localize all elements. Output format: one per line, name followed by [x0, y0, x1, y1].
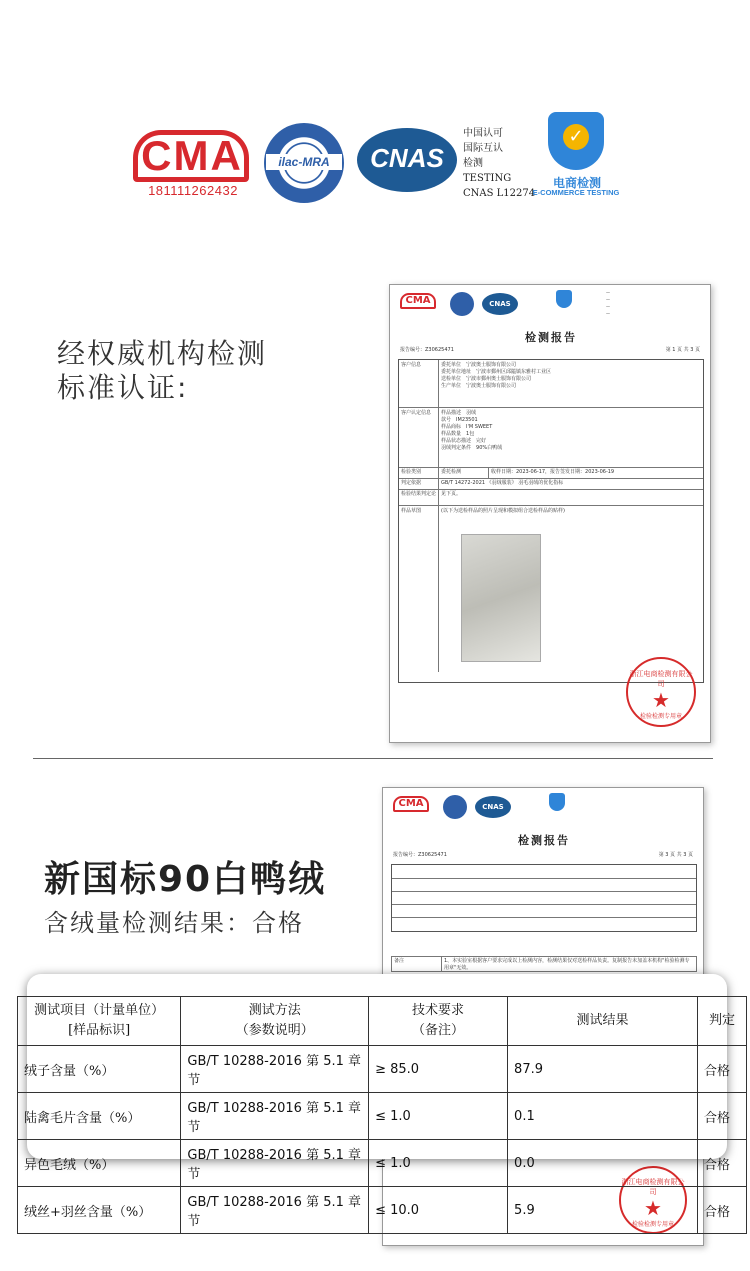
mini-ilac-logo [450, 292, 474, 316]
report-title: 检测报告 [518, 834, 570, 847]
ecommerce-testing-en: E-COMMERCE TESTING [532, 188, 620, 197]
star-icon: ★ [652, 688, 670, 712]
table-row: 异色毛绒（%） GB/T 10288-2016 第 5.1 章节 ≤ 1.0 0.0 合格 [18, 1140, 747, 1187]
report-page-indicator: 第 1 页 共 3 页 [665, 347, 700, 353]
report-number: 报告编号：Z30625471 [393, 852, 447, 858]
cnas-label: CNAS [370, 143, 444, 173]
report-page-indicator: 第 3 页 共 3 页 [658, 852, 693, 858]
report-number: 报告编号：Z30625471 [400, 347, 454, 353]
mini-contact: — — — — [606, 290, 610, 316]
report-page-1 [389, 284, 711, 743]
header-verdict: 判定 [697, 997, 746, 1046]
red-seal-stamp: 浙江电商检测有限公司 ★ 检验检测专用章 [626, 657, 696, 727]
mini-cma-logo: CMA [400, 293, 436, 309]
sample-photo [461, 534, 541, 662]
table-row: 陆禽毛片含量（%） GB/T 10288-2016 第 5.1 章节 ≤ 1.0 0.1 合格 [18, 1093, 747, 1140]
report-title: 检测报告 [525, 331, 577, 344]
section-divider [33, 758, 713, 759]
section2-headline: 新国标90白鸭绒 [44, 859, 327, 900]
header-result: 测试结果 [508, 997, 698, 1046]
checkmark-icon: ✓ [563, 124, 589, 150]
section2-subheadline: 含绒量检测结果：合格 [44, 909, 304, 937]
table-row: 绒丝+羽丝含量（%） GB/T 10288-2016 第 5.1 章节 ≤ 10.0 5.9 合格 [18, 1187, 747, 1234]
red-seal-stamp: 浙江电商检测有限公司 ★ 检验检测专用章 [619, 1166, 687, 1234]
cma-logo: CMA [141, 132, 243, 179]
table-row: 绒子含量（%） GB/T 10288-2016 第 5.1 章节 ≥ 85.0 87.9 合格 [18, 1046, 747, 1093]
cnas-info: 中国认可 国际互认 检测 TESTING CNAS L12274 [463, 128, 536, 199]
header-method: 测试方法 （参数说明） [181, 997, 369, 1046]
mini-cma-logo: CMA [393, 796, 429, 812]
section1-headline: 经权威机构检测 标准认证: [57, 337, 268, 404]
mini-ilac-logo [443, 795, 467, 819]
header-requirement: 技术要求 （备注） [369, 997, 508, 1046]
results-table [17, 996, 747, 1234]
mini-cnas-logo: CNAS [482, 293, 518, 315]
ilac-mra-label: ilac-MRA [266, 154, 342, 170]
cma-number: 181111262432 [148, 183, 238, 198]
report-note: 备注 1、本实验室根据客户要求完成以上检测内容，检测结果仅对送检样品负责。复制报告未加盖本机构"检验检测专用章"无效。 [391, 956, 697, 972]
ecommerce-testing-cn: 电商检测 [552, 176, 601, 190]
mini-cnas-logo: CNAS [475, 796, 511, 818]
mini-shield-icon [556, 290, 572, 308]
header-item: 测试项目（计量单位） [样品标识] [18, 997, 181, 1046]
report-table: 客户信息 委托单位 宁波奥士服饰有限公司 委托单位地址 宁波市鄞州区邱隘镇东雅村工业区 送检单位 宁波市鄞州奥士服饰有限公司 生产单位 宁波奥士服饰有限公司 客户认定信息 样品描述 羽绒 款号 IM23501 样品商标 I'M SWEET 样品数量 1包 样品状态描述 完好 羽绒判定条件 90%白鸭绒 检验类别 委托检测 收样日期：2023-06-17，报告签发日期：2023-06-19 判定依据 GB/T 14272-2021 《羽绒服装》 羽毛羽绒的优化指标 检验结果判定论 见下页。 样品草图 (以下为送检样品的照片呈现和模拟组合送检样品的贴样) [398, 359, 704, 683]
star-icon: ★ [644, 1196, 662, 1220]
mini-results-table [391, 864, 697, 932]
mini-shield-icon [549, 793, 565, 811]
